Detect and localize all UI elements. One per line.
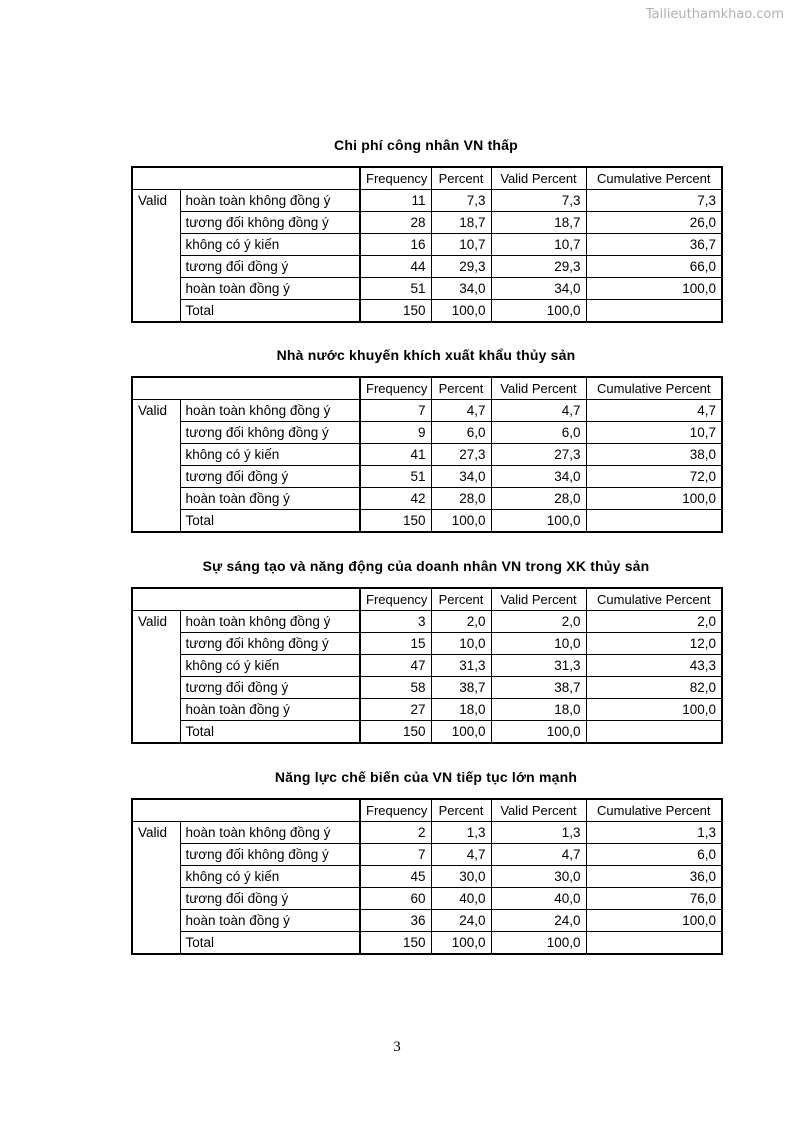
percent-cell: 100,0 — [431, 510, 491, 533]
frequency-cell: 150 — [360, 721, 431, 744]
table-row — [132, 234, 722, 256]
cumulative-percent-cell: 100,0 — [586, 699, 722, 721]
cumulative-percent-cell: 100,0 — [586, 278, 722, 300]
percent-cell: 34,0 — [431, 278, 491, 300]
table-row — [132, 400, 722, 422]
frequency-cell: 9 — [360, 422, 431, 444]
total-row — [132, 300, 722, 323]
valid-percent-cell: 100,0 — [491, 932, 586, 955]
frequency-cell: 44 — [360, 256, 431, 278]
table-row — [132, 256, 722, 278]
header-empty-cell — [132, 377, 360, 400]
header-empty-cell — [132, 588, 360, 611]
percent-cell: 100,0 — [431, 721, 491, 744]
cumulative-percent-cell: 100,0 — [586, 910, 722, 932]
total-row — [132, 510, 722, 533]
row-label: Total — [180, 721, 360, 744]
header-percent: Percent — [431, 167, 491, 190]
frequency-cell: 51 — [360, 466, 431, 488]
frequency-cell: 51 — [360, 278, 431, 300]
frequency-table-block-4 — [131, 768, 721, 955]
row-label: hoàn toàn đồng ý — [180, 278, 360, 300]
table-title: Năng lực chế biến của VN tiếp tục lớn mạnh — [274, 769, 578, 785]
percent-cell: 1,3 — [431, 822, 491, 844]
table-row — [132, 278, 722, 300]
percent-cell: 30,0 — [431, 866, 491, 888]
cumulative-percent-cell: 12,0 — [586, 633, 722, 655]
valid-percent-cell: 10,0 — [491, 633, 586, 655]
header-frequency: Frequency — [360, 377, 431, 400]
header-valid-percent: Valid Percent — [491, 167, 586, 190]
percent-cell: 31,3 — [431, 655, 491, 677]
row-label: không có ý kiến — [180, 444, 360, 466]
table-title: Sự sáng tạo và năng động của doanh nhân VN trong XK thủy sản — [202, 558, 650, 574]
header-cumulative-percent: Cumulative Percent — [586, 588, 722, 611]
frequency-table — [131, 376, 723, 533]
frequency-cell: 150 — [360, 300, 431, 323]
header-empty-cell — [132, 799, 360, 822]
frequency-cell: 28 — [360, 212, 431, 234]
frequency-cell: 60 — [360, 888, 431, 910]
valid-percent-cell: 31,3 — [491, 655, 586, 677]
table-row — [132, 611, 722, 633]
cumulative-percent-cell: 10,7 — [586, 422, 722, 444]
percent-cell: 38,7 — [431, 677, 491, 699]
frequency-cell: 7 — [360, 400, 431, 422]
frequency-table-block-1 — [131, 136, 721, 323]
table-row — [132, 699, 722, 721]
percent-cell: 100,0 — [431, 300, 491, 323]
valid-percent-cell: 18,0 — [491, 699, 586, 721]
cumulative-percent-cell: 4,7 — [586, 400, 722, 422]
cumulative-percent-cell: 76,0 — [586, 888, 722, 910]
cumulative-percent-cell: 43,3 — [586, 655, 722, 677]
frequency-cell: 58 — [360, 677, 431, 699]
table-title: Nhà nước khuyến khích xuất khẩu thủy sản — [276, 347, 576, 363]
row-label: Total — [180, 300, 360, 323]
row-label: tương đối không đồng ý — [180, 422, 360, 444]
header-frequency: Frequency — [360, 799, 431, 822]
frequency-table — [131, 166, 723, 323]
cumulative-percent-cell: 66,0 — [586, 256, 722, 278]
valid-percent-cell: 34,0 — [491, 466, 586, 488]
header-frequency: Frequency — [360, 167, 431, 190]
row-label: không có ý kiến — [180, 234, 360, 256]
percent-cell: 7,3 — [431, 190, 491, 212]
valid-percent-cell: 28,0 — [491, 488, 586, 510]
frequency-table — [131, 798, 723, 955]
valid-percent-cell: 100,0 — [491, 510, 586, 533]
valid-percent-cell: 30,0 — [491, 866, 586, 888]
row-label: tương đối không đồng ý — [180, 633, 360, 655]
table-row — [132, 910, 722, 932]
frequency-cell: 47 — [360, 655, 431, 677]
table-row — [132, 422, 722, 444]
header-cumulative-percent: Cumulative Percent — [586, 377, 722, 400]
frequency-cell: 27 — [360, 699, 431, 721]
table-row — [132, 633, 722, 655]
header-percent: Percent — [431, 377, 491, 400]
percent-cell: 2,0 — [431, 611, 491, 633]
frequency-cell: 41 — [360, 444, 431, 466]
cumulative-percent-cell — [586, 510, 722, 533]
row-label: hoàn toàn đồng ý — [180, 488, 360, 510]
cumulative-percent-cell: 36,7 — [586, 234, 722, 256]
cumulative-percent-cell — [586, 300, 722, 323]
cumulative-percent-cell — [586, 932, 722, 955]
cumulative-percent-cell: 26,0 — [586, 212, 722, 234]
row-label: hoàn toàn không đồng ý — [180, 190, 360, 212]
valid-percent-cell: 18,7 — [491, 212, 586, 234]
frequency-cell: 150 — [360, 510, 431, 533]
frequency-cell: 45 — [360, 866, 431, 888]
table-row — [132, 655, 722, 677]
cumulative-percent-cell: 100,0 — [586, 488, 722, 510]
frequency-table-block-2 — [131, 346, 721, 533]
header-valid-percent: Valid Percent — [491, 799, 586, 822]
percent-cell: 18,7 — [431, 212, 491, 234]
header-row — [132, 588, 722, 611]
valid-percent-cell: 29,3 — [491, 256, 586, 278]
valid-percent-cell: 100,0 — [491, 721, 586, 744]
percent-cell: 10,0 — [431, 633, 491, 655]
cumulative-percent-cell: 82,0 — [586, 677, 722, 699]
page-number: 3 — [393, 1039, 401, 1055]
row-label: tương đối không đồng ý — [180, 212, 360, 234]
header-row — [132, 167, 722, 190]
row-label: tương đối đồng ý — [180, 888, 360, 910]
table-row — [132, 844, 722, 866]
cumulative-percent-cell: 7,3 — [586, 190, 722, 212]
header-valid-percent: Valid Percent — [491, 588, 586, 611]
cumulative-percent-cell: 38,0 — [586, 444, 722, 466]
frequency-table-block-3 — [131, 557, 721, 744]
row-label: không có ý kiến — [180, 655, 360, 677]
header-percent: Percent — [431, 799, 491, 822]
total-row — [132, 721, 722, 744]
valid-percent-cell: 6,0 — [491, 422, 586, 444]
table-row — [132, 488, 722, 510]
total-row — [132, 932, 722, 955]
row-label: không có ý kiến — [180, 866, 360, 888]
valid-percent-cell: 1,3 — [491, 822, 586, 844]
header-empty-cell — [132, 167, 360, 190]
valid-label: Valid — [132, 611, 180, 744]
cumulative-percent-cell — [586, 721, 722, 744]
header-percent: Percent — [431, 588, 491, 611]
frequency-cell: 36 — [360, 910, 431, 932]
row-label: hoàn toàn không đồng ý — [180, 822, 360, 844]
valid-label: Valid — [132, 822, 180, 955]
row-label: tương đối đồng ý — [180, 256, 360, 278]
percent-cell: 4,7 — [431, 844, 491, 866]
valid-percent-cell: 24,0 — [491, 910, 586, 932]
header-cumulative-percent: Cumulative Percent — [586, 167, 722, 190]
table-row — [132, 677, 722, 699]
percent-cell: 27,3 — [431, 444, 491, 466]
frequency-cell: 3 — [360, 611, 431, 633]
valid-percent-cell: 7,3 — [491, 190, 586, 212]
frequency-cell: 150 — [360, 932, 431, 955]
row-label: hoàn toàn đồng ý — [180, 910, 360, 932]
valid-percent-cell: 4,7 — [491, 400, 586, 422]
row-label: tương đối đồng ý — [180, 677, 360, 699]
percent-cell: 6,0 — [431, 422, 491, 444]
percent-cell: 24,0 — [431, 910, 491, 932]
header-cumulative-percent: Cumulative Percent — [586, 799, 722, 822]
table-row — [132, 466, 722, 488]
frequency-cell: 7 — [360, 844, 431, 866]
row-label: tương đối không đồng ý — [180, 844, 360, 866]
percent-cell: 40,0 — [431, 888, 491, 910]
row-label: hoàn toàn đồng ý — [180, 699, 360, 721]
header-valid-percent: Valid Percent — [491, 377, 586, 400]
percent-cell: 18,0 — [431, 699, 491, 721]
cumulative-percent-cell: 72,0 — [586, 466, 722, 488]
frequency-cell: 2 — [360, 822, 431, 844]
row-label: Total — [180, 932, 360, 955]
table-row — [132, 212, 722, 234]
percent-cell: 28,0 — [431, 488, 491, 510]
frequency-cell: 15 — [360, 633, 431, 655]
percent-cell: 10,7 — [431, 234, 491, 256]
valid-percent-cell: 10,7 — [491, 234, 586, 256]
table-row — [132, 822, 722, 844]
valid-label: Valid — [132, 400, 180, 533]
valid-percent-cell: 40,0 — [491, 888, 586, 910]
valid-percent-cell: 100,0 — [491, 300, 586, 323]
valid-percent-cell: 2,0 — [491, 611, 586, 633]
frequency-table — [131, 587, 723, 744]
percent-cell: 34,0 — [431, 466, 491, 488]
table-row — [132, 190, 722, 212]
row-label: tương đối đồng ý — [180, 466, 360, 488]
header-row — [132, 377, 722, 400]
header-frequency: Frequency — [360, 588, 431, 611]
table-title: Chi phí công nhân VN thấp — [334, 137, 518, 153]
cumulative-percent-cell: 6,0 — [586, 844, 722, 866]
frequency-cell: 11 — [360, 190, 431, 212]
row-label: Total — [180, 510, 360, 533]
cumulative-percent-cell: 1,3 — [586, 822, 722, 844]
valid-percent-cell: 27,3 — [491, 444, 586, 466]
percent-cell: 100,0 — [431, 932, 491, 955]
cumulative-percent-cell: 2,0 — [586, 611, 722, 633]
valid-percent-cell: 38,7 — [491, 677, 586, 699]
valid-label: Valid — [132, 190, 180, 323]
row-label: hoàn toàn không đồng ý — [180, 611, 360, 633]
watermark-text: Tailieuthamkhao.com — [645, 7, 784, 22]
valid-percent-cell: 4,7 — [491, 844, 586, 866]
header-row — [132, 799, 722, 822]
percent-cell: 4,7 — [431, 400, 491, 422]
table-row — [132, 866, 722, 888]
percent-cell: 29,3 — [431, 256, 491, 278]
frequency-cell: 42 — [360, 488, 431, 510]
valid-percent-cell: 34,0 — [491, 278, 586, 300]
table-row — [132, 444, 722, 466]
frequency-cell: 16 — [360, 234, 431, 256]
table-row — [132, 888, 722, 910]
row-label: hoàn toàn không đồng ý — [180, 400, 360, 422]
cumulative-percent-cell: 36,0 — [586, 866, 722, 888]
